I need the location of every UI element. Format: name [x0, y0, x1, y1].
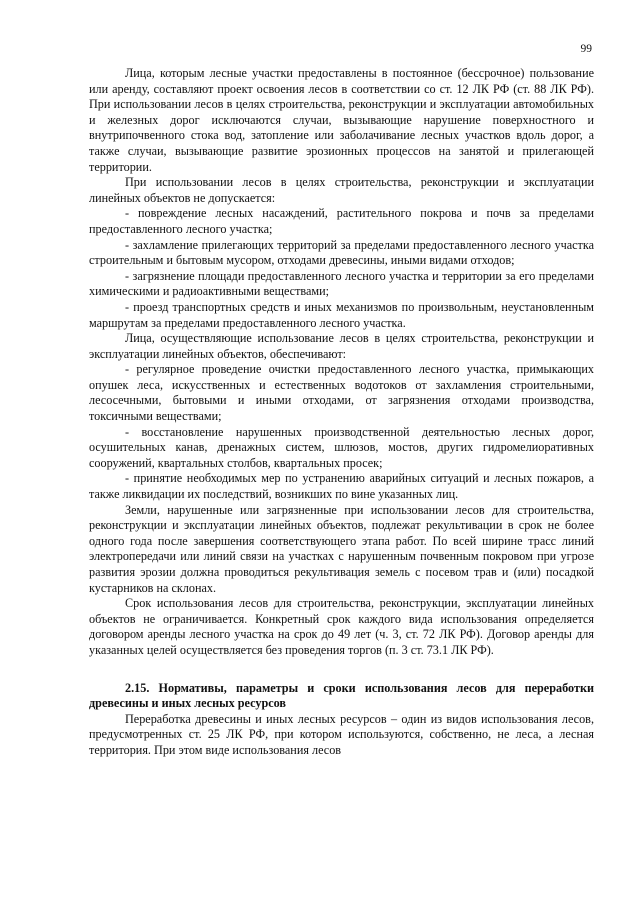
page-number: 99 — [580, 43, 592, 55]
list-item-pollution: - загрязнение площади предоставленного лесного участка и территории за его пределами химическими и радиоактивными веществами; — [89, 268, 594, 299]
list-item-emergency-measures: - принятие необходимых мер по устранению аварийных ситуаций и лесных пожаров, а также ликвидации их последствий, возникших по вине указанных лиц. — [89, 471, 594, 502]
paragraph-wood-processing: Переработка древесины и иных лесных ресурсов – один из видов использования лесов, предусмотренных ст. 25 ЛК РФ, при котором используются, собственно, не леса, а лесная территория. При этом виде использования лесов — [89, 711, 594, 757]
list-item-littering: - захламление прилегающих территорий за пределами предоставленного лесного участка строительным и бытовым мусором, отходами древесины, иными видами отходов; — [89, 237, 594, 268]
paragraph-obligations-intro: Лица, осуществляющие использование лесов в целях строительства, реконструкции и эксплуатации линейных объектов, обеспечивают: — [89, 331, 594, 361]
paragraph-project-development: Лица, которым лесные участки предоставлены в постоянное (бессрочное) пользование или аренду, составляют проект освоения лесов в соответствии со ст. 12 ЛК РФ (ст. 88 ЛК РФ). При использовании лесов в целях строительства, реконструкции и эксплуатации автомобильных и железных дорог исключаются случаи, вызывающие нарушение поверхностного и внутрипочвенного стока вод, затопление или заболачивание лесных участков вдоль дорог, а также случаи, вызывающие развитие эрозионных процессов на занятой и прилегающей территории. — [89, 66, 594, 174]
document-body — [89, 66, 594, 759]
paragraph-not-allowed-intro: При использовании лесов в целях строительства, реконструкции и эксплуатации линейных объектов не допускается: — [89, 175, 594, 205]
list-item-damage-plantings: - повреждение лесных насаждений, растительного покрова и почв за пределами предоставленного лесного участка; — [89, 206, 594, 236]
paragraph-recultivation: Земли, нарушенные или загрязненные при использовании лесов для строительства, реконструкции и эксплуатации линейных объектов, подлежат рекультивации в срок не более одного года после завершения соответствующего этапа работ. По всей ширине трасс линий электропередачи или линий связи на участках с нарушенным почвенным покровом при угрозе развития эрозии должна проводиться рекультивация земель с посевом трав и (или) посадкой кустарников на склонах. — [89, 502, 594, 595]
list-item-vehicle-passage: - проезд транспортных средств и иных механизмов по произвольным, неустановленным маршрутам за пределами предоставленного лесного участка. — [89, 299, 594, 330]
list-item-regular-cleaning: - регулярное проведение очистки предоставленного лесного участка, примыкающих опушек леса, искусственных и естественных водотоков от захламления строительными, лесосечными, бытовыми и иными отходами, от загрязнения отходами производства, токсичными веществами; — [89, 362, 594, 424]
section-heading: 2.15. Нормативы, параметры и сроки использования лесов для переработки древесины и иных лесных ресурсов — [89, 680, 594, 711]
list-item-restoration: - восстановление нарушенных производственной деятельностью лесных дорог, осушительных канав, дренажных систем, шлюзов, мостов, других гидромелиоративных сооружений, квартальных столбов, квартальных просек; — [89, 424, 594, 470]
paragraph-term-of-use: Срок использования лесов для строительства, реконструкции, эксплуатации линейных объектов не ограничивается. Конкретный срок каждого вида использования определяется договором аренды лесного участка на срок до 49 лет (ч. 3, ст. 72 ЛК РФ). Договор аренды для указанных целей осуществляется без проведения торгов (п. 3 ст. 73.1 ЛК РФ). — [89, 596, 594, 657]
